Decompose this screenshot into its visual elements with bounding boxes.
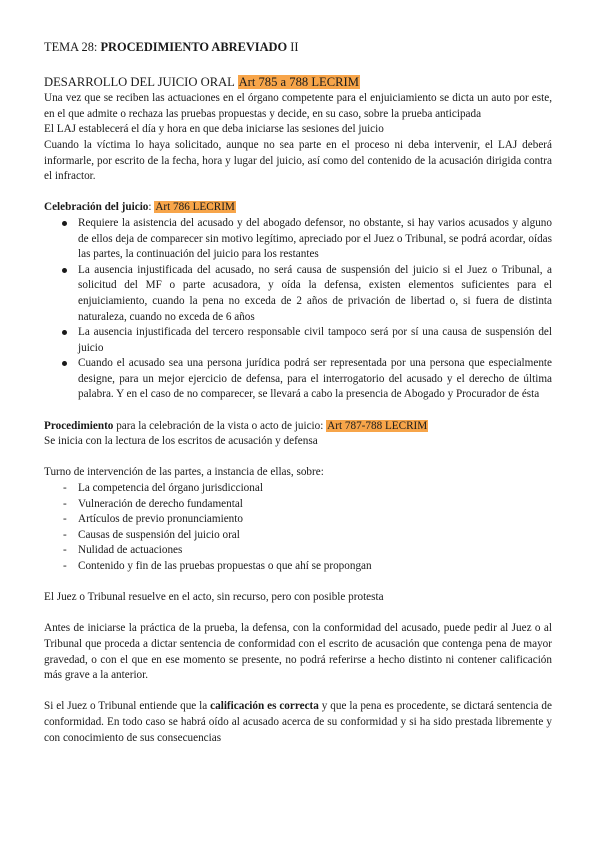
bullet-item: La ausencia injustificada del tercero responsable civil tampoco será por sí una causa de suspensión del juicio bbox=[44, 325, 552, 356]
dash-item: - La competencia del órgano jurisdiccional bbox=[44, 481, 552, 497]
paragraph-victima: Cuando la víctima lo haya solicitado, aunque no sea parte en el proceso ni deba intervenir, el LAJ deberá informarle, por escrito de la fecha, hora y lugar del juicio, así como del contenido de la acusación dirigida contra el infractor. bbox=[44, 138, 552, 183]
section-heading-juicio-oral: DESARROLLO DEL JUICIO ORAL Art 785 a 788 LECRIM bbox=[44, 74, 359, 89]
dash-item: - Artículos de previo pronunciamiento bbox=[44, 512, 552, 528]
dash-item: - Contenido y fin de las pruebas propuestas o que ahí se propongan bbox=[44, 559, 552, 575]
bullet-item: Requiere la asistencia del acusado y del abogado defensor, no obstante, si hay varios acusados y alguno de ellos deja de comparecer sin motivo legítimo, apreciado por el Juez o Tribunal, se podrá acordar, oídas las partes, la continuación del juicio para los restantes bbox=[44, 216, 552, 263]
dash-item: - Vulneración de derecho fundamental bbox=[44, 497, 552, 513]
dash-item: - Causas de suspensión del juicio oral bbox=[44, 528, 552, 544]
bullet-item: La ausencia injustificada del acusado, no será causa de suspensión del juicio si el Juez o Tribunal, a solicitud del MF o parte acusadora, y oída la defensa, existen elementos suficientes para el enjuiciamiento, cuando la pena no exceda de 2 años de privación de libertad o, si fuera de distinta naturaleza, cuando no exceda de 6 años bbox=[44, 263, 552, 325]
dash-item: - Nulidad de actuaciones bbox=[44, 543, 552, 559]
paragraph-laj-dia-hora: El LAJ establecerá el día y hora en que deba iniciarse las sesiones del juicio bbox=[44, 123, 384, 136]
celebracion-bullet-list bbox=[44, 216, 552, 403]
paragraph-lectura-escritos: Se inicia con la lectura de los escritos de acusación y defensa bbox=[44, 435, 318, 448]
bullet-item: Cuando el acusado sea una persona jurídica podrá ser representada por una persona que especialmente designe, para un mejor ejercicio de defensa, para el interrogatorio del acusado y el derecho de última palabra. Y en el caso de no comparecer, se llevará a cabo la presencia de Abogado y Procurador de ésta bbox=[44, 356, 552, 403]
highlight-art-787-788: Art 787-788 LECRIM bbox=[327, 419, 428, 432]
procedimiento-heading: Procedimiento para la celebración de la vista o acto de juicio: Art 787-788 LECRIM bbox=[44, 419, 428, 432]
celebracion-heading: Celebración del juicio: Art 786 LECRIM bbox=[44, 201, 235, 214]
paragraph-auto: Una vez que se reciben las actuaciones en el órgano competente para el enjuiciamiento se dicta un auto por este, en el que admite o rechaza las pruebas propuestas y decide, en su caso, sobre la prueba anticipada bbox=[44, 92, 552, 120]
paragraph-antes-prueba: Antes de iniciarse la práctica de la prueba, la defensa, con la conformidad del acusado, puede pedir al Juez o al Tribunal que proceda a dictar sentencia de conformidad con el escrito de acusación que contenga pena de mayor gravedad, o con el que en ese momento se presente, no podrá referirse a hecho distinto ni contener calificación más grave a la anterior. bbox=[44, 622, 552, 682]
paragraph-conformidad: Si el Juez o Tribunal entiende que la calificación es correcta y que la pena es procedente, se dictará sentencia de conformidad. En todo caso se habrá oído al acusado acerca de su conformidad y si ha sido prestada libremente y con conocimiento de sus consecuencias bbox=[44, 700, 552, 744]
highlight-art-785-788: Art 785 a 788 LECRIM bbox=[238, 74, 359, 89]
turno-dash-list bbox=[44, 481, 552, 575]
turno-intro: Turno de intervención de las partes, a instancia de ellas, sobre: bbox=[44, 466, 324, 479]
paragraph-resuelve: El Juez o Tribunal resuelve en el acto, sin recurso, pero con posible protesta bbox=[44, 591, 384, 604]
document-title: TEMA 28: PROCEDIMIENTO ABREVIADO II bbox=[44, 40, 299, 54]
highlight-art-786: Art 786 LECRIM bbox=[155, 201, 235, 214]
document-page bbox=[44, 40, 552, 746]
